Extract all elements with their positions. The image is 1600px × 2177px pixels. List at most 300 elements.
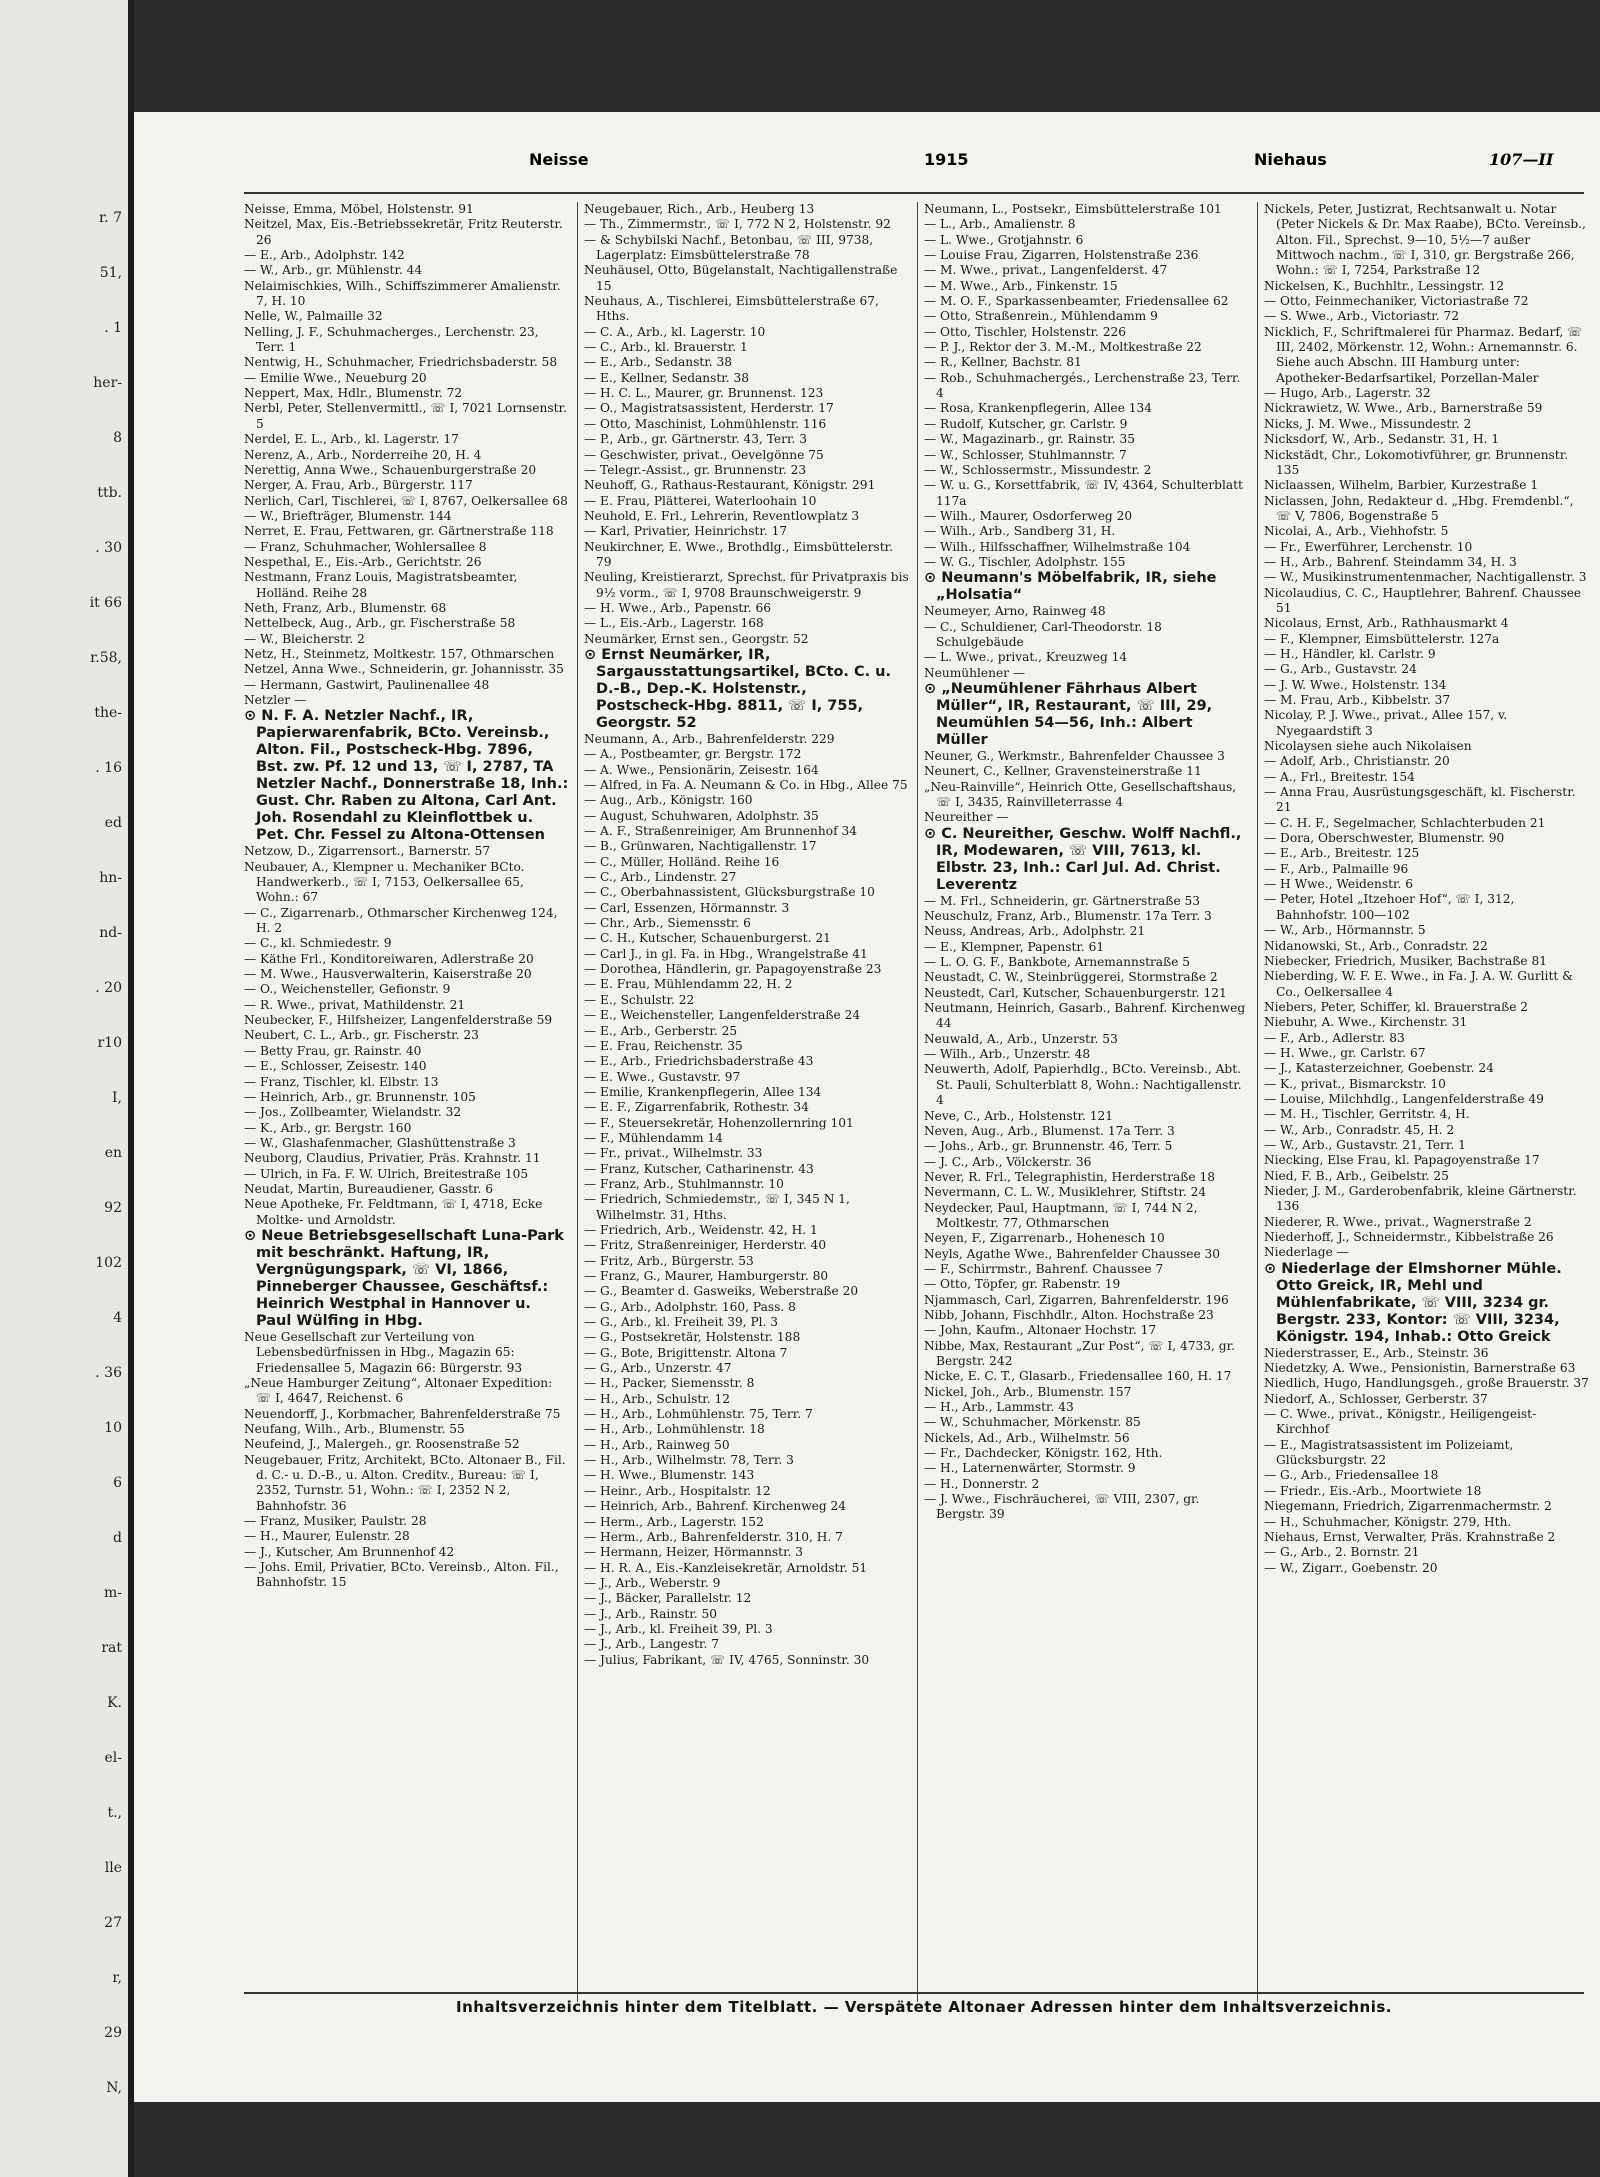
directory-entry: — O., Magistratsassistent, Herderstr. 17 xyxy=(584,401,834,416)
directory-entry: — K., Arb., gr. Bergstr. 160 xyxy=(244,1120,412,1135)
directory-entry: Neureither — xyxy=(924,810,1009,825)
directory-entry: — Dorothea, Händlerin, gr. Papagoyenstraße 23 xyxy=(584,962,882,977)
directory-entry: — A. F., Straßenreiniger, Am Brunnenhof 34 xyxy=(584,824,857,839)
directory-entry: — M. Wwe., privat., Langenfelderst. 47 xyxy=(924,263,1168,278)
directory-entry: — E. Wwe., Gustavstr. 97 xyxy=(584,1069,741,1084)
directory-entry: ⊙ Ernst Neumärker, IR, Sargausstattungsartikel, BCto. C. u. D.-B., Dep.-K. Holstenstr., Postscheck-Hbg. 8811, ☏ I, 755, Georgstr. 52 xyxy=(584,646,891,731)
header-year: 1915 xyxy=(924,150,969,169)
directory-entry: — R. Wwe., privat, Mathildenstr. 21 xyxy=(244,997,466,1012)
directory-entry: — E. Frau, Reichenstr. 35 xyxy=(584,1038,743,1053)
directory-entry: Netzel, Anna Wwe., Schneiderin, gr. Johannisstr. 35 xyxy=(244,662,564,677)
directory-entry: ⊙ Neumann's Möbelfabrik, IR, siehe „Holsatia“ xyxy=(924,570,1217,604)
directory-entry: — Aug., Arb., Königstr. 160 xyxy=(584,793,753,808)
directory-entry: — W., Zigarr., Goebenstr. 20 xyxy=(1264,1560,1438,1575)
directory-entry: — Betty Frau, gr. Rainstr. 40 xyxy=(244,1043,422,1058)
directory-entry: — Dora, Oberschwester, Blumenstr. 90 xyxy=(1264,831,1505,846)
directory-entry: — L., Eis.-Arb., Lagerstr. 168 xyxy=(584,616,764,631)
directory-entry: — & Schybilski Nachf., Betonbau, ☏ III, 9738, Lagerplatz: Eimsbüttelerstraße 78 xyxy=(584,232,874,263)
directory-entry: Niederhoff, J., Schneidermstr., Kibbelstraße 26 xyxy=(1264,1230,1554,1245)
page-number: 107—II xyxy=(1489,150,1554,169)
directory-entry: — Alfred, in Fa. A. Neumann & Co. in Hbg., Allee 75 xyxy=(584,778,908,792)
directory-entry: Njammasch, Carl, Zigarren, Bahrenfelderstr. 196 xyxy=(924,1292,1229,1307)
directory-entry: — M. Frau, Arb., Kibbelstr. 37 xyxy=(1264,693,1451,707)
directory-entry: Neisse, Emma, Möbel, Holstenstr. 91 xyxy=(244,202,474,216)
header-first-name: Neisse xyxy=(529,150,589,169)
directory-entry: Neuwerth, Adolf, Papierhdlg., BCto. Vereinsb., Abt. St. Pauli, Schulterblatt 8, Wohn.: Nachtigallenstr. 4 xyxy=(924,1062,1242,1108)
directory-entry: — E. F., Zigarrenfabrik, Rothestr. 34 xyxy=(584,1100,809,1115)
directory-entry: — G., Arb., Adolphstr. 160, Pass. 8 xyxy=(584,1299,796,1314)
directory-entry: — G., Bote, Brigittenstr. Altona 7 xyxy=(584,1345,788,1360)
directory-entry: — M. H., Tischler, Gerritstr. 4, H. xyxy=(1264,1107,1470,1122)
directory-entry: Nicksdorf, W., Arb., Sedanstr. 31, H. 1 xyxy=(1264,432,1500,447)
directory-entry: Nelling, J. F., Schuhmacherges., Lerchenstr. 23, Terr. 1 xyxy=(244,324,539,355)
directory-entry: Neumann, A., Arb., Bahrenfelderstr. 229 xyxy=(584,731,835,746)
directory-entry: — C. H. F., Segelmacher, Schlachterbuden 21 xyxy=(1264,815,1546,830)
column-1 xyxy=(244,202,569,2002)
directory-entry: Nicolai, A., Arb., Viehhofstr. 5 xyxy=(1264,524,1449,539)
directory-entry: Neufeind, J., Malergeh., gr. Roosenstraße 52 xyxy=(244,1437,520,1452)
directory-entry: — J., Arb., Langestr. 7 xyxy=(584,1637,720,1652)
directory-entry: — G., Arb., kl. Freiheit 39, Pl. 3 xyxy=(584,1315,779,1330)
directory-entry: Neppert, Max, Hdlr., Blumenstr. 72 xyxy=(244,386,463,401)
adjacent-page-fragment: r, xyxy=(112,1970,122,1986)
directory-entry: — W., Bleicherstr. 2 xyxy=(244,631,365,646)
directory-entry: — E., Klempner, Papenstr. 61 xyxy=(924,939,1105,954)
directory-entry: — H. C. L., Maurer, gr. Brunnenst. 123 xyxy=(584,386,824,401)
directory-entry: — C. A., Arb., kl. Lagerstr. 10 xyxy=(584,324,766,339)
directory-entry: — Geschwister, privat., Oevelgönne 75 xyxy=(584,447,824,462)
directory-entry: — J., Katasterzeichner, Goebenstr. 24 xyxy=(1264,1061,1494,1076)
adjacent-page-fragment: r. 7 xyxy=(99,210,122,226)
directory-entry: — H., Schuhmacher, Königstr. 279, Hth. xyxy=(1264,1514,1512,1529)
directory-entry: — Otto, Töpfer, gr. Rabenstr. 19 xyxy=(924,1277,1121,1292)
adjacent-page-fragment: lle xyxy=(104,1860,122,1876)
directory-entry: — C., Arb., kl. Brauerstr. 1 xyxy=(584,340,748,355)
directory-entry: Niedlich, Hugo, Handlungsgeh., große Brauerstr. 37 xyxy=(1264,1376,1589,1391)
directory-entry: — Anna Frau, Ausrüstungsgeschäft, kl. Fischerstr. 21 xyxy=(1264,785,1576,815)
directory-entry: — F., Mühlendamm 14 xyxy=(584,1130,723,1145)
directory-entry: „Neue Hamburger Zeitung“, Altonaer Expedition: ☏ I, 4647, Reichenst. 6 xyxy=(244,1375,553,1406)
directory-entry: Niederlage — xyxy=(1264,1245,1349,1260)
directory-entry: Nied, F. B., Arb., Geibelstr. 25 xyxy=(1264,1168,1449,1183)
directory-entry: Neunert, C., Kellner, Gravensteinerstraße 11 xyxy=(924,764,1202,779)
directory-entry: — Hermann, Heizer, Hörmannstr. 3 xyxy=(584,1545,804,1560)
directory-entry: — Franz, Musiker, Paulstr. 28 xyxy=(244,1514,427,1529)
directory-entry: — H., Arb., Lohmühlenstr. 18 xyxy=(584,1422,765,1437)
directory-entry: — E. Frau, Plätterei, Waterloohain 10 xyxy=(584,493,817,508)
adjacent-page-fragment: 4 xyxy=(113,1310,122,1326)
directory-entry: Nettelbeck, Aug., Arb., gr. Fischerstraße 58 xyxy=(244,616,516,631)
directory-entry: — Johs., Arb., gr. Brunnenstr. 46, Terr. 5 xyxy=(924,1139,1173,1154)
directory-entry: Neuschulz, Franz, Arb., Blumenstr. 17a Terr. 3 xyxy=(924,909,1212,924)
directory-entry: Neuhäusel, Otto, Bügelanstalt, Nachtigallenstraße 15 xyxy=(584,263,898,293)
directory-entry: Nibbe, Max, Restaurant „Zur Post“, ☏ I, 4733, gr. Bergstr. 242 xyxy=(924,1338,1235,1368)
directory-entry: — C., kl. Schmiedestr. 9 xyxy=(244,936,392,951)
directory-entry: — C. H., Kutscher, Schauenburgerst. 21 xyxy=(584,931,831,946)
directory-entry: — L. Wwe., privat., Kreuzweg 14 xyxy=(924,650,1128,665)
directory-entry: — H. R. A., Eis.-Kanzleisekretär, Arnoldstr. 51 xyxy=(584,1560,868,1575)
column-3 xyxy=(924,202,1249,2002)
directory-entry: — G., Arb., 2. Bornstr. 21 xyxy=(1264,1545,1420,1560)
directory-entry: — Herm., Arb., Lagerstr. 152 xyxy=(584,1514,764,1529)
directory-entry: — Franz, Kutscher, Catharinenstr. 43 xyxy=(584,1161,814,1176)
directory-entry: — Heinrich, Arb., gr. Brunnenstr. 105 xyxy=(244,1089,476,1104)
directory-entry: Nicks, J. M. Wwe., Missundestr. 2 xyxy=(1264,416,1472,431)
directory-entry: Neve, C., Arb., Holstenstr. 121 xyxy=(924,1108,1114,1123)
directory-entry: — W., Arb., gr. Mühlenstr. 44 xyxy=(244,263,423,278)
directory-entry: — W., Arb., Conradstr. 45, H. 2 xyxy=(1264,1122,1455,1137)
adjacent-page-fragment: 29 xyxy=(104,2025,122,2041)
directory-entry: Niederer, R. Wwe., privat., Wagnerstraße 2 xyxy=(1264,1214,1532,1229)
directory-entry: — Otto, Maschinist, Lohmühlenstr. 116 xyxy=(584,416,827,431)
directory-entry: Niebecker, Friedrich, Musiker, Bachstraße 81 xyxy=(1264,953,1547,968)
directory-entry: — E., Weichensteller, Langenfelderstraße 24 xyxy=(584,1008,861,1023)
directory-entry: Neitzel, Max, Eis.-Betriebssekretär, Fritz Reuterstr. 26 xyxy=(244,217,563,247)
directory-entry: Neuhaus, A., Tischlerei, Eimsbüttelerstraße 67, Hths. xyxy=(584,294,879,324)
directory-entry: — W. G., Tischler, Adolphstr. 155 xyxy=(924,554,1126,569)
directory-entry: — J., Kutscher, Am Brunnenhof 42 xyxy=(244,1544,455,1559)
directory-entry: — M. Wwe., Arb., Finkenstr. 15 xyxy=(924,278,1118,293)
adjacent-page-fragment: N, xyxy=(106,2080,122,2096)
directory-entry: — E., Kellner, Sedanstr. 38 xyxy=(584,370,750,385)
directory-entry: — B., Grünwaren, Nachtigallenstr. 17 xyxy=(584,839,817,854)
directory-entry: Nieder, J. M., Garderobenfabrik, kleine Gärtnerstr. 136 xyxy=(1264,1184,1577,1214)
directory-entry: — H., Händler, kl. Carlstr. 9 xyxy=(1264,646,1436,661)
directory-entry: — Wilh., Hilfsschaffner, Wilhelmstraße 104 xyxy=(924,539,1191,554)
directory-entry: Niedetzky, A. Wwe., Pensionistin, Barnerstraße 63 xyxy=(1264,1361,1576,1376)
directory-entry: — F., Arb., Adlerstr. 83 xyxy=(1264,1030,1405,1045)
adjacent-page-fragment: m- xyxy=(103,1585,122,1601)
directory-entry: Neugebauer, Fritz, Architekt, BCto. Altonaer B., Fil. d. C.- u. D.-B., u. Alton. Creditv., Bureau: ☏ I, 2352, Turnstr. 51, Wohn.: ☏ I, 2352 N 2, Bahnhofstr. 36 xyxy=(244,1452,566,1513)
directory-entry: — F., Klempner, Eimsbüttelerstr. 127a xyxy=(1264,631,1500,646)
directory-entry: Nicolay, P. J. Wwe., privat., Allee 157, v. Nyegaardstift 3 xyxy=(1264,708,1508,738)
directory-entry: Neukirchner, E. Wwe., Brothdlg., Eimsbüttelerstr. 79 xyxy=(584,539,893,569)
directory-entry: Neubecker, F., Hilfsheizer, Langenfelderstraße 59 xyxy=(244,1013,553,1028)
adjacent-page-fragment: ed xyxy=(104,815,122,831)
directory-entry: — W., Musikinstrumentenmacher, Nachtigallenstr. 3 xyxy=(1264,570,1587,585)
directory-entry: — K., privat., Bismarckstr. 10 xyxy=(1264,1076,1446,1091)
directory-entry: — G., Beamter d. Gasweiks, Weberstraße 20 xyxy=(584,1284,859,1299)
column-rule xyxy=(577,202,578,2002)
directory-entry: Neumärker, Ernst sen., Georgstr. 52 xyxy=(584,631,809,646)
directory-entry: — H., Arb., Lohmühlenstr. 75, Terr. 7 xyxy=(584,1407,813,1422)
directory-entry: Nentwig, H., Schuhmacher, Friedrichsbaderstr. 58 xyxy=(244,355,558,370)
directory-entry: Netzler — xyxy=(244,693,307,707)
directory-entry: Neue Gesellschaft zur Verteilung von Lebensbedürfnissen in Hbg., Magazin 65: Friedensallee 5, Magazin 66: Bürgerstr. 93 xyxy=(244,1329,523,1375)
directory-entry: Neufang, Wilh., Arb., Blumenstr. 55 xyxy=(244,1422,465,1436)
directory-entry: Nerger, A. Frau, Arb., Bürgerstr. 117 xyxy=(244,478,473,493)
directory-entry: — Telegr.-Assist., gr. Brunnenstr. 23 xyxy=(584,462,807,477)
directory-entry: — L. Wwe., Grotjahnstr. 6 xyxy=(924,232,1084,247)
adjacent-page-fragment: 51, xyxy=(99,265,122,281)
adjacent-page-strip xyxy=(0,0,128,2177)
directory-entry: — E., Arb., Adolphstr. 142 xyxy=(244,248,405,263)
adjacent-page-fragment: r.58, xyxy=(90,650,122,666)
directory-entry: — H., Arb., Wilhelmstr. 78, Terr. 3 xyxy=(584,1453,794,1468)
directory-entry: ⊙ Niederlage der Elmshorner Mühle. Otto Greick, IR, Mehl und Mühlenfabrikate, ☏ VIII, 3234 gr. Bergstr. 233, Kontor: ☏ VIII, 3234, Königstr. 194, Inhab.: Otto Greick xyxy=(1264,1260,1562,1345)
header-last-name: Niehaus xyxy=(1254,150,1327,169)
directory-page xyxy=(134,112,1600,2102)
directory-entry: Nerlich, Carl, Tischlerei, ☏ I, 8767, Oelkersallee 68 xyxy=(244,493,568,508)
adjacent-page-fragment: rat xyxy=(101,1640,122,1656)
directory-entry: — Heinrich, Arb., Bahrenf. Kirchenweg 24 xyxy=(584,1499,847,1514)
directory-entry: Nickrawietz, W. Wwe., Arb., Barnerstraße 59 xyxy=(1264,401,1543,416)
directory-entry: — W., Arb., Gustavstr. 21, Terr. 1 xyxy=(1264,1137,1466,1152)
adjacent-page-fragment: . 1 xyxy=(104,320,122,336)
column-rule xyxy=(1257,202,1258,2002)
directory-entry: — Hugo, Arb., Lagerstr. 32 xyxy=(1264,386,1431,401)
directory-entry: — A., Postbeamter, gr. Bergstr. 172 xyxy=(584,747,802,762)
directory-entry: Niedorf, A., Schlosser, Gerberstr. 37 xyxy=(1264,1391,1488,1406)
directory-entry: — A. Wwe., Pensionärin, Zeisestr. 164 xyxy=(584,762,819,777)
directory-entry: — August, Schuhwaren, Adolphstr. 35 xyxy=(584,808,819,823)
directory-entry: Nestmann, Franz Louis, Magistratsbeamter, Holländ. Reihe 28 xyxy=(244,570,518,600)
adjacent-page-fragment: 102 xyxy=(95,1255,122,1271)
directory-entry: — W. u. G., Korsettfabrik, ☏ IV, 4364, Schulterblatt 117a xyxy=(924,478,1243,508)
directory-entry: — Adolf, Arb., Christianstr. 20 xyxy=(1264,754,1450,769)
directory-entry: — J., Arb., Rainstr. 50 xyxy=(584,1606,718,1621)
directory-entry: Nickel, Joh., Arb., Blumenstr. 157 xyxy=(924,1384,1132,1399)
directory-entry: — Louise Frau, Zigarren, Holstenstraße 236 xyxy=(924,248,1199,263)
directory-entry: Nerenz, A., Arb., Norderreihe 20, H. 4 xyxy=(244,447,482,462)
directory-entry: — C., Arb., Lindenstr. 27 xyxy=(584,870,737,885)
directory-entry: — W., Glashafenmacher, Glashüttenstraße 3 xyxy=(244,1135,516,1150)
directory-entry: Neuhoff, G., Rathaus-Restaurant, Königstr. 291 xyxy=(584,478,876,493)
adjacent-page-fragment: 27 xyxy=(104,1915,122,1931)
directory-entry: Niebuhr, A. Wwe., Kirchenstr. 31 xyxy=(1264,1015,1468,1030)
adjacent-page-fragment: . 30 xyxy=(95,540,122,556)
directory-entry: — H. Wwe., Blumenstr. 143 xyxy=(584,1468,755,1483)
directory-entry: Neyen, F., Zigarrenarb., Hohenesch 10 xyxy=(924,1231,1165,1246)
directory-entry: — L. O. G. F., Bankbote, Arnemannstraße 5 xyxy=(924,955,1191,970)
directory-entry: — C., Oberbahnassistent, Glücksburgstraße 10 xyxy=(584,885,875,900)
directory-entry: — Wilh., Maurer, Osdorferweg 20 xyxy=(924,508,1133,523)
directory-entry: — H Wwe., Weidenstr. 6 xyxy=(1264,877,1414,892)
directory-entry: Neubauer, A., Klempner u. Mechaniker BCto. Handwerkerb., ☏ I, 7153, Oelkersallee 65, Wohn.: 67 xyxy=(244,859,525,905)
adjacent-page-fragment: K. xyxy=(107,1695,122,1711)
directory-entry: — Fr., Ewerführer, Lerchenstr. 10 xyxy=(1264,539,1473,554)
directory-entry: „Neu-Rainville“, Heinrich Otte, Gesellschaftshaus, ☏ I, 3435, Rainvilleterrasse 4 xyxy=(924,779,1237,809)
directory-entry: — Carl J., in gl. Fa. in Hbg., Wrangelstraße 41 xyxy=(584,946,868,961)
directory-entry: Neumeyer, Arno, Rainweg 48 xyxy=(924,604,1106,619)
adjacent-page-fragment: 10 xyxy=(104,1420,122,1436)
directory-entry: — Franz, Tischler, kl. Elbstr. 13 xyxy=(244,1074,439,1089)
directory-entry: Neuss, Andreas, Arb., Adolphstr. 21 xyxy=(924,924,1146,939)
adjacent-page-fragment: r10 xyxy=(97,1035,122,1051)
adjacent-page-fragment: . 36 xyxy=(95,1365,122,1381)
directory-entry: — Fritz, Arb., Bürgerstr. 53 xyxy=(584,1253,754,1268)
directory-entry: — Otto, Straßenrein., Mühlendamm 9 xyxy=(924,309,1158,324)
adjacent-page-fragment: hn- xyxy=(99,870,122,886)
directory-entry: — Julius, Fabrikant, ☏ IV, 4765, Sonninstr. 30 xyxy=(584,1652,870,1667)
adjacent-page-fragment: 8 xyxy=(113,430,122,446)
directory-entry: Nicolaudius, C. C., Hauptlehrer, Bahrenf. Chaussee 51 xyxy=(1264,585,1582,615)
adjacent-page-fragment: t., xyxy=(107,1805,122,1821)
adjacent-page-fragment: the- xyxy=(94,705,122,721)
directory-entry: — W., Briefträger, Blumenstr. 144 xyxy=(244,508,452,523)
directory-entry: — M. Wwe., Hausverwalterin, Kaiserstraße 20 xyxy=(244,967,532,982)
directory-entry: — G., Arb., Gustavstr. 24 xyxy=(1264,662,1417,677)
directory-entry: — W., Schuhmacher, Mörkenstr. 85 xyxy=(924,1415,1141,1430)
directory-entry: Neutmann, Heinrich, Gasarb., Bahrenf. Kirchenweg 44 xyxy=(924,1001,1246,1031)
directory-entry: — Fritz, Straßenreiniger, Herderstr. 40 xyxy=(584,1238,827,1253)
directory-entry: — Louise, Milchhdlg., Langenfelderstraße 49 xyxy=(1264,1091,1544,1106)
directory-entry: — J., Arb., Weberstr. 9 xyxy=(584,1575,721,1590)
directory-entry: Neustedt, Carl, Kutscher, Schauenburgerstr. 121 xyxy=(924,985,1227,1000)
directory-entry: — Rob., Schuhmachergés., Lerchenstraße 23, Terr. 4 xyxy=(924,370,1241,401)
directory-entry: — Chr., Arb., Siemensstr. 6 xyxy=(584,916,751,931)
adjacent-page-fragment: 6 xyxy=(113,1475,122,1491)
directory-entry: — Karl, Privatier, Heinrichstr. 17 xyxy=(584,524,788,539)
directory-entry: Neuborg, Claudius, Privatier, Präs. Krahnstr. 11 xyxy=(244,1151,541,1166)
directory-entry: ⊙ „Neumühlener Fährhaus Albert Müller“, IR, Restaurant, ☏ III, 29, Neumühlen 54—56, Inh.: Albert Müller xyxy=(924,680,1213,748)
directory-entry: Nespethal, E., Eis.-Arb., Gerichtstr. 26 xyxy=(244,554,482,569)
directory-entry: — C., Zigarrenarb., Othmarscher Kirchenweg 124, H. 2 xyxy=(244,905,558,936)
directory-entry: — E., Magistratsassistent im Polizeiamt, Glücksburgstr. 22 xyxy=(1264,1437,1514,1468)
directory-entry: Neuwald, A., Arb., Unzerstr. 53 xyxy=(924,1031,1118,1046)
directory-entry: — G., Arb., Unzerstr. 47 xyxy=(584,1361,732,1376)
directory-entry: — H. Wwe., gr. Carlstr. 67 xyxy=(1264,1045,1426,1060)
directory-entry: — Fr., Dachdecker, Königstr. 162, Hth. xyxy=(924,1446,1163,1461)
directory-entry: — C., Müller, Holländ. Reihe 16 xyxy=(584,854,780,869)
directory-entry: — Ulrich, in Fa. F. W. Ulrich, Breitestraße 105 xyxy=(244,1166,529,1181)
directory-entry: Niegemann, Friedrich, Zigarrenmachermstr. 2 xyxy=(1264,1499,1552,1514)
directory-entry: Neydecker, Paul, Hauptmann, ☏ I, 744 N 2, Moltkestr. 77, Othmarschen xyxy=(924,1200,1198,1230)
directory-entry: — E., Schlosser, Zeisestr. 140 xyxy=(244,1059,427,1074)
directory-entry: — H., Arb., Schulstr. 12 xyxy=(584,1391,731,1406)
directory-entry: — M. O. F., Sparkassenbeamter, Friedensallee 62 xyxy=(924,294,1229,309)
directory-entry: — Otto, Feinmechaniker, Victoriastraße 72 xyxy=(1264,294,1529,309)
directory-entry: — Fr., privat., Wilhelmstr. 33 xyxy=(584,1146,763,1161)
directory-entry: — Käthe Frl., Konditoreiwaren, Adlerstraße 20 xyxy=(244,951,534,966)
directory-entry: — Wilh., Arb., Sandberg 31, H. xyxy=(924,524,1116,539)
column-2 xyxy=(584,202,909,2002)
directory-entry: — Rosa, Krankenpflegerin, Allee 134 xyxy=(924,401,1152,416)
directory-entry: — J., Arb., kl. Freiheit 39, Pl. 3 xyxy=(584,1621,773,1636)
directory-entry: Neuling, Kreistierarzt, Sprechst. für Privatpraxis bis 9½ vorm., ☏ I, 9708 Braunschweigerstr. 9 xyxy=(584,570,909,600)
directory-entry: Neuendorff, J., Korbmacher, Bahrenfelderstraße 75 xyxy=(244,1406,561,1421)
directory-entry: — F., Schirrmstr., Bahrenf. Chaussee 7 xyxy=(924,1261,1164,1276)
directory-entry: — G., Postsekretär, Holstenstr. 188 xyxy=(584,1330,801,1345)
directory-entry: — Franz, Schuhmacher, Wohlersallee 8 xyxy=(244,539,487,554)
directory-entry: Nelaimischkies, Wilh., Schiffszimmerer Amalienstr. 7, H. 10 xyxy=(244,278,561,309)
directory-entry: — H., Arb., Lammstr. 43 xyxy=(924,1400,1074,1415)
directory-entry: — Emilie, Krankenpflegerin, Allee 134 xyxy=(584,1084,822,1099)
directory-entry: Neudat, Martin, Bureaudiener, Gasstr. 6 xyxy=(244,1181,493,1196)
directory-entry: — H. Wwe., Arb., Papenstr. 66 xyxy=(584,600,771,615)
directory-entry: — Carl, Essenzen, Hörmannstr. 3 xyxy=(584,900,790,915)
directory-entry: — H., Arb., Rainweg 50 xyxy=(584,1437,730,1452)
directory-entry: — F., Steuersekretär, Hohenzollernring 101 xyxy=(584,1115,854,1130)
directory-entry: Neven, Aug., Arb., Blumenst. 17a Terr. 3 xyxy=(924,1123,1175,1138)
directory-entry: Nickstädt, Chr., Lokomotivführer, gr. Brunnenstr. 135 xyxy=(1264,447,1569,477)
header-rule xyxy=(244,192,1584,194)
directory-entry: ⊙ N. F. A. Netzler Nachf., IR, Papierwarenfabrik, BCto. Vereinsb., Alton. Fil., Postscheck-Hbg. 7896, Bst. zw. Pf. 12 und 13, ☏ I, 2787, TA Netzler Nachf., Donnerstraße 18, Inh.: Gust. Chr. Raben zu Altona, Carl Ant. Joh. Rosendahl zu Kleinflottbek u. Pet. Chr. Fessel zu Altona-Ottensen xyxy=(244,708,569,844)
directory-entry: — A., Frl., Breitestr. 154 xyxy=(1264,769,1415,784)
directory-entry: Never, R. Frl., Telegraphistin, Herderstraße 18 xyxy=(924,1169,1216,1184)
directory-entry: — Otto, Tischler, Holstenstr. 226 xyxy=(924,324,1126,339)
directory-entry: Neuner, G., Werkmstr., Bahrenfelder Chaussee 3 xyxy=(924,748,1225,763)
adjacent-page-fragment: 92 xyxy=(104,1200,122,1216)
directory-entry: — Herm., Arb., Bahrenfelderstr. 310, H. 7 xyxy=(584,1529,843,1544)
directory-entry: Nevermann, C. L. W., Musiklehrer, Stiftstr. 24 xyxy=(924,1185,1207,1200)
directory-entry: — C., Schuldiener, Carl-Theodorstr. 18 Schulgebäude xyxy=(924,619,1162,649)
directory-entry: — J. Wwe., Fischräucherei, ☏ VIII, 2307, gr. Bergstr. 39 xyxy=(924,1492,1200,1522)
directory-entry: Neustadt, C. W., Steinbrüggerei, Stormstraße 2 xyxy=(924,970,1218,985)
directory-entry: Niclassen, John, Redakteur d. „Hbg. Fremdenbl.“, ☏ V, 7806, Bogenstraße 5 xyxy=(1264,493,1574,523)
directory-entry: Neugebauer, Rich., Arb., Heuberg 13 xyxy=(584,202,815,216)
directory-entry: — E., Arb., Breitestr. 125 xyxy=(1264,846,1420,861)
directory-entry: Nickels, Ad., Arb., Wilhelmstr. 56 xyxy=(924,1430,1130,1445)
directory-entry: Niclaassen, Wilhelm, Barbier, Kurzestraße 1 xyxy=(1264,478,1539,493)
directory-entry: — W., Magazinarb., gr. Rainstr. 35 xyxy=(924,432,1135,447)
column-rule xyxy=(917,202,918,2002)
footer-rule xyxy=(244,1992,1584,1994)
adjacent-page-fragment: nd- xyxy=(99,925,122,941)
directory-entry: — J. C., Arb., Völckerstr. 36 xyxy=(924,1154,1092,1169)
directory-entry: Nerettig, Anna Wwe., Schauenburgerstraße 20 xyxy=(244,462,537,477)
directory-entry: — John, Kaufm., Altonaer Hochstr. 17 xyxy=(924,1323,1157,1338)
directory-entry: — H., Packer, Siemensstr. 8 xyxy=(584,1376,755,1391)
directory-entry: — P., Arb., gr. Gärtnerstr. 43, Terr. 3 xyxy=(584,432,807,447)
directory-entry: — Rudolf, Kutscher, gr. Carlstr. 9 xyxy=(924,416,1128,431)
directory-entry: — L., Arb., Amalienstr. 8 xyxy=(924,217,1076,232)
directory-entry: — W., Schlossermstr., Missundestr. 2 xyxy=(924,462,1152,477)
directory-entry: — Johs. Emil, Privatier, BCto. Vereinsb., Alton. Fil., Bahnhofstr. 15 xyxy=(244,1560,559,1590)
adjacent-page-fragment: I, xyxy=(112,1090,122,1106)
directory-entry: ⊙ C. Neureither, Geschw. Wolff Nachfl., IR, Modewaren, ☏ VIII, 7613, kl. Elbstr. 23, Inh.: Carl Jul. Ad. Christ. Leverentz xyxy=(924,825,1242,893)
directory-entry: — E., Schulstr. 22 xyxy=(584,992,695,1007)
directory-entry: — Hermann, Gastwirt, Paulinenallee 48 xyxy=(244,677,490,692)
adjacent-page-fragment: d xyxy=(113,1530,122,1546)
directory-entry: — P. J., Rektor der 3. M.-M., Moltkestraße 22 xyxy=(924,340,1202,355)
directory-entry: Neue Apotheke, Fr. Feldtmann, ☏ I, 4718, Ecke Moltke- und Arnoldstr. xyxy=(244,1197,543,1227)
directory-entry: Neth, Franz, Arb., Blumenstr. 68 xyxy=(244,600,447,615)
directory-entry: — R., Kellner, Bachstr. 81 xyxy=(924,355,1082,370)
directory-entry: — E., Arb., Friedrichsbaderstraße 43 xyxy=(584,1054,814,1069)
directory-entry: — H., Donnerstr. 2 xyxy=(924,1476,1040,1491)
directory-entry: Nicklich, F., Schriftmalerei für Pharmaz. Bedarf, ☏ III, 2402, Mörkenstr. 12, Wohn.: Arnemannstr. 6. Siehe auch Abschn. III Hamburg unter: Apotheker-Bedarfsartikel, Porzellan-Maler xyxy=(1264,324,1583,385)
directory-entry: — S. Wwe., Arb., Victoriastr. 72 xyxy=(1264,309,1459,324)
directory-entry: — J. W. Wwe., Holstenstr. 134 xyxy=(1264,677,1447,692)
directory-entry: — E. Frau, Mühlendamm 22, H. 2 xyxy=(584,977,793,992)
directory-entry: Nerdel, E. L., Arb., kl. Lagerstr. 17 xyxy=(244,432,459,447)
directory-entry: Nidanowski, St., Arb., Conradstr. 22 xyxy=(1264,938,1488,953)
directory-entry: — G., Arb., Friedensallee 18 xyxy=(1264,1468,1439,1483)
directory-entry: Niebers, Peter, Schiffer, kl. Brauerstraße 2 xyxy=(1264,999,1529,1014)
directory-entry: — Wilh., Arb., Unzerstr. 48 xyxy=(924,1047,1091,1062)
directory-entry: — Peter, Hotel „Itzehoer Hof“, ☏ I, 312, Bahnhofstr. 100—102 xyxy=(1264,892,1515,922)
column-4 xyxy=(1264,202,1589,2002)
directory-entry: Nicolaus, Ernst, Arb., Rathhausmarkt 4 xyxy=(1264,616,1509,631)
directory-entry: Niecking, Else Frau, kl. Papagoyenstraße 17 xyxy=(1264,1153,1540,1168)
page-header xyxy=(284,150,1584,186)
directory-entry: — F., Arb., Palmaille 96 xyxy=(1264,861,1409,876)
directory-entry: Netz, H., Steinmetz, Moltkestr. 157, Othmarschen xyxy=(244,646,555,661)
directory-entry: Neumann, L., Postsekr., Eimsbüttelerstraße 101 xyxy=(924,202,1222,216)
directory-entry: — H., Arb., Bahrenf. Steindamm 34, H. 3 xyxy=(1264,554,1517,569)
directory-entry: — Jos., Zollbeamter, Wielandstr. 32 xyxy=(244,1105,462,1120)
directory-entry: — H., Laternenwärter, Stormstr. 9 xyxy=(924,1461,1136,1476)
directory-entry: — Friedrich, Schmiedemstr., ☏ I, 345 N 1, Wilhelmstr. 31, Hths. xyxy=(584,1192,850,1222)
directory-entry: Nerbl, Peter, Stellenvermittl., ☏ I, 7021 Lornsenstr. 5 xyxy=(244,401,567,431)
adjacent-page-fragment: en xyxy=(104,1145,122,1161)
directory-entry: — Friedrich, Arb., Weidenstr. 42, H. 1 xyxy=(584,1222,818,1237)
directory-entry: ⊙ Neue Betriebsgesellschaft Luna-Park mit beschränkt. Haftung, IR, Vergnügungspark, ☏ VI, 1866, Pinneberger Chaussee, Geschäftsf.: Heinrich Westphal in Hannover u. Paul Wülfing in Hbg. xyxy=(244,1227,564,1329)
directory-entry: Nicke, E. C. T., Glasarb., Friedensallee 160, H. 17 xyxy=(924,1369,1232,1384)
adjacent-page-fragment: it 66 xyxy=(89,595,122,611)
page-footer: Inhaltsverzeichnis hinter dem Titelblatt. — Verspätete Altonaer Adressen hinter dem Inhaltsverzeichnis. xyxy=(456,1998,1392,2016)
